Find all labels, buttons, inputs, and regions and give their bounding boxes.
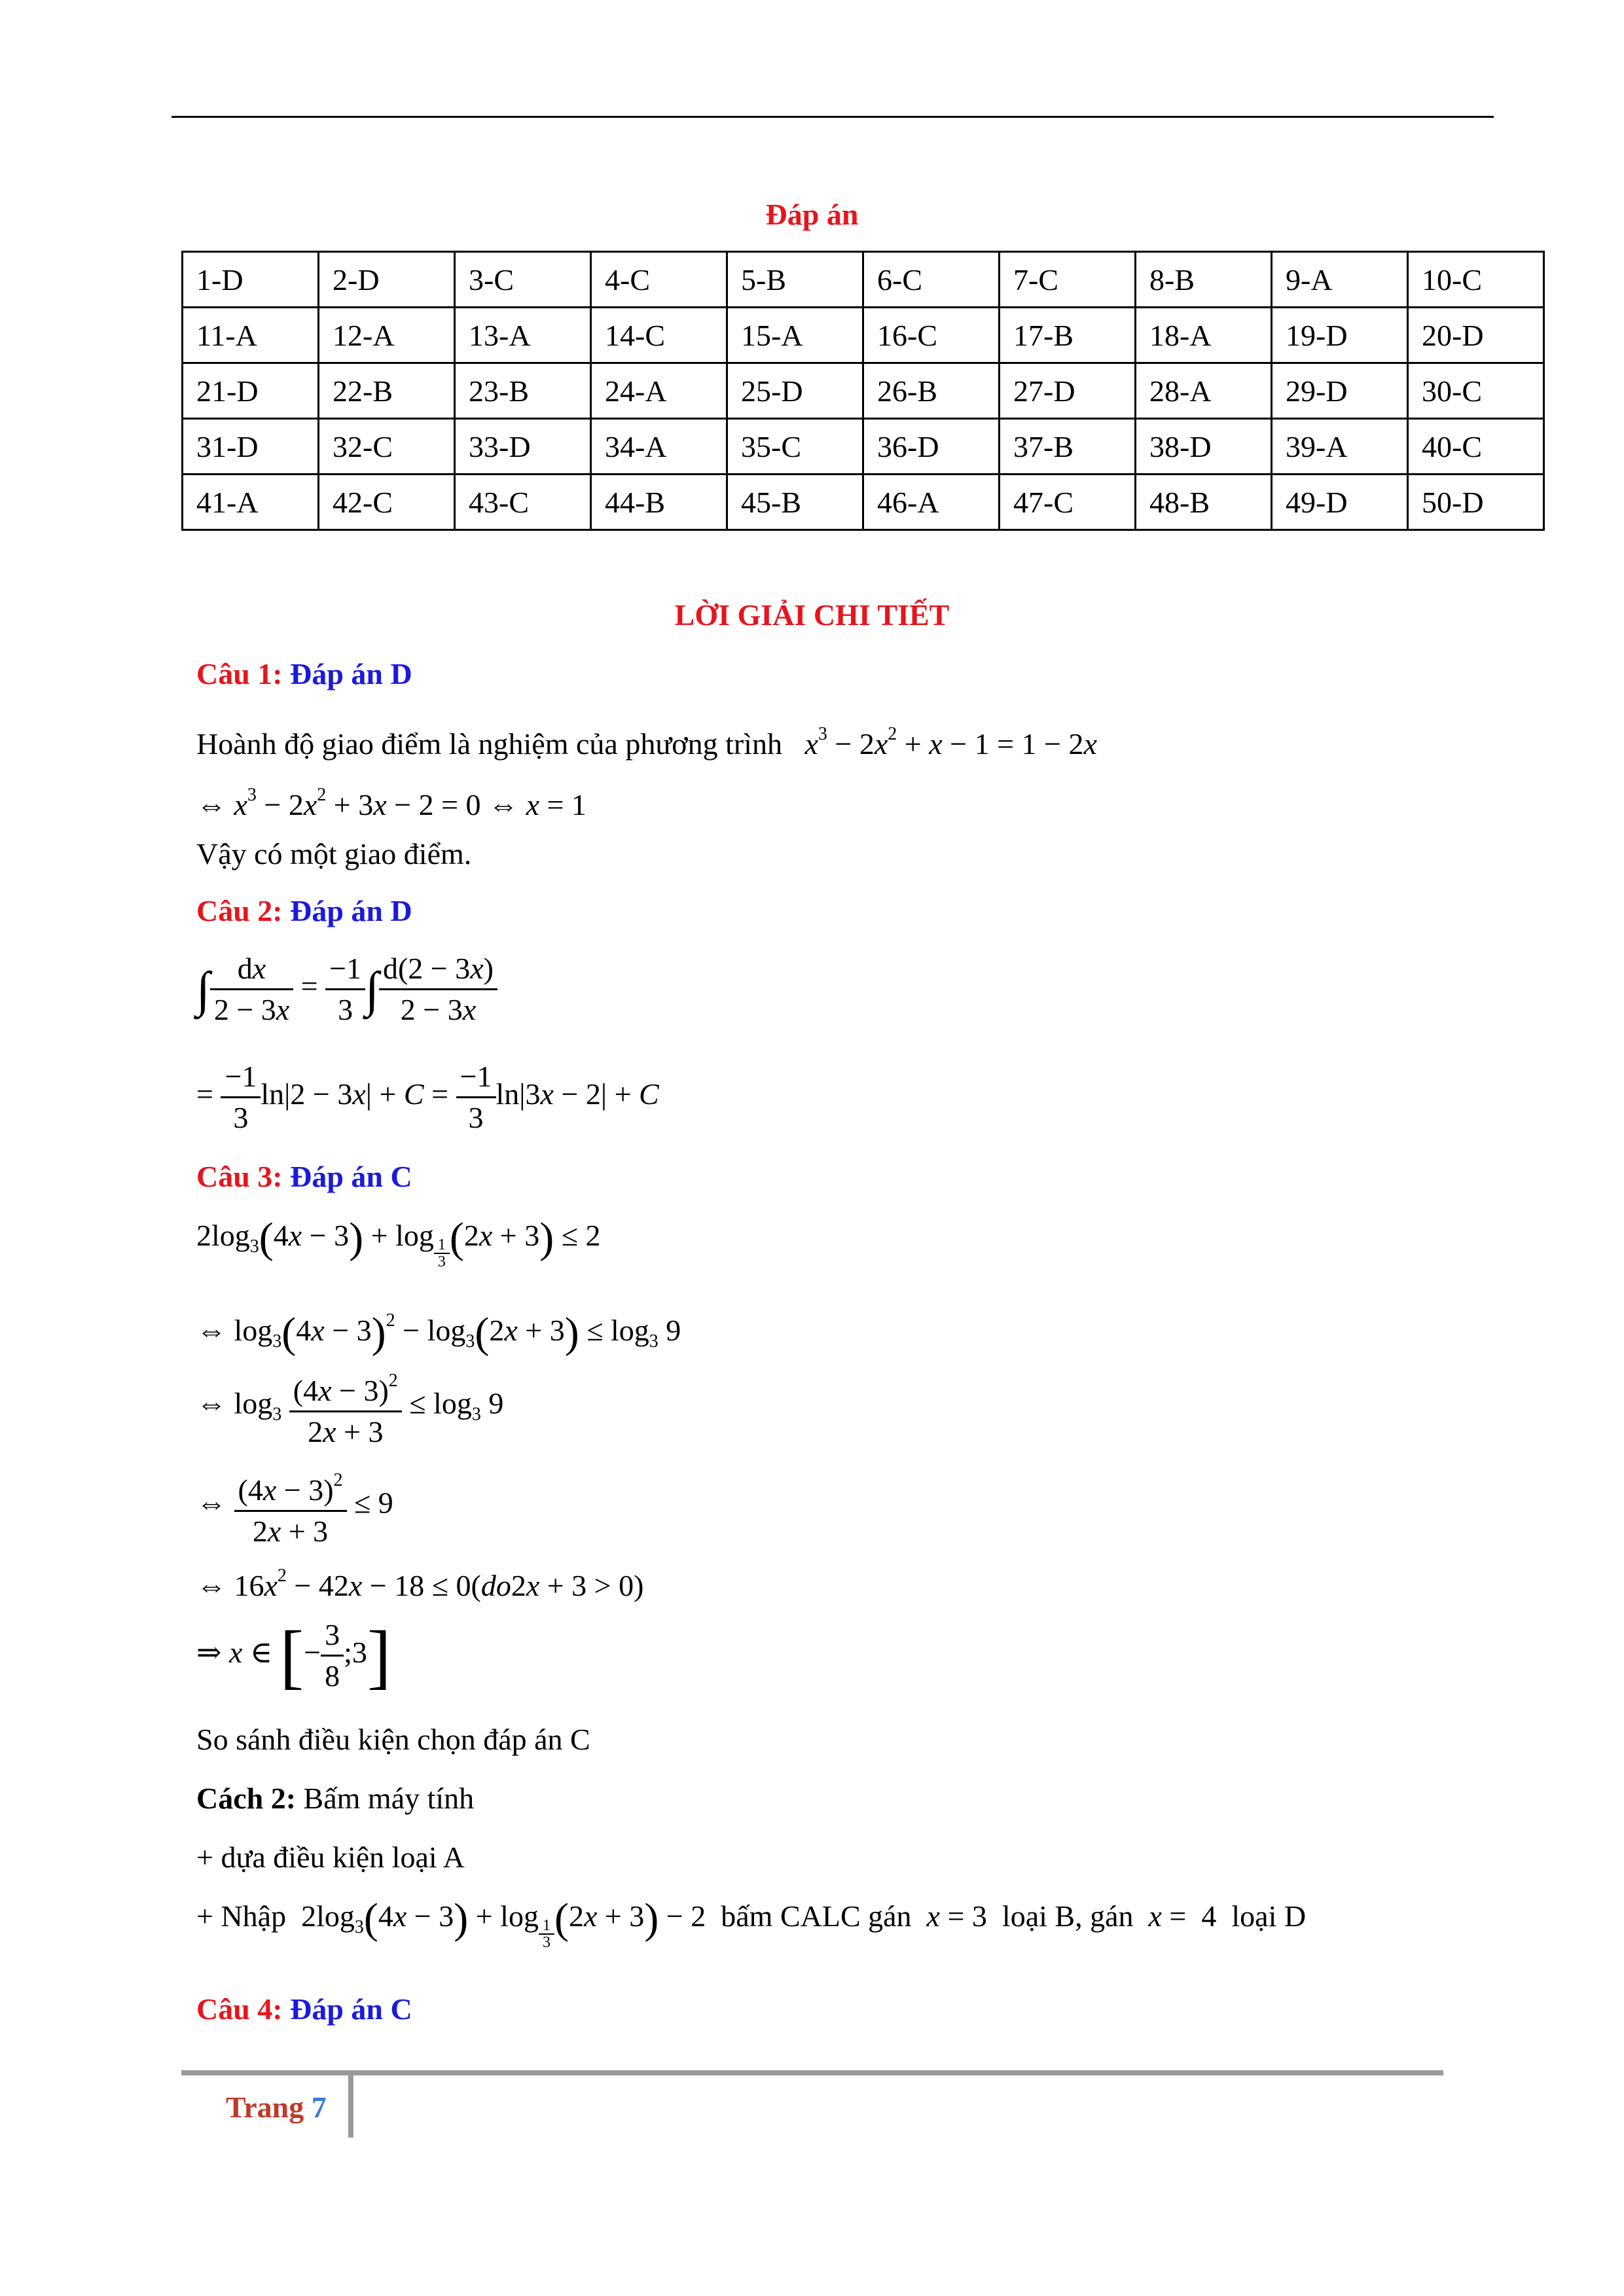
answer-cell: 43-C — [455, 475, 591, 530]
answer-cell: 17-B — [1000, 308, 1136, 363]
answer-table — [181, 251, 1545, 531]
answer-cell: 39-A — [1272, 419, 1408, 475]
answer-cell: 6-C — [863, 252, 1000, 308]
answer-table-wrapper — [181, 251, 1545, 531]
q3-compare: So sánh điều kiện chọn đáp án C — [196, 1723, 590, 1756]
answer-cell: 29-D — [1272, 363, 1408, 419]
answer-cell: 45-B — [727, 475, 863, 530]
header-rule — [171, 116, 1494, 118]
answer-cell: 50-D — [1408, 475, 1544, 530]
answer-row — [183, 475, 1544, 530]
q3-heading — [196, 1157, 412, 1196]
answer-cell: 41-A — [183, 475, 319, 530]
answer-row — [183, 363, 1544, 419]
answer-cell: 24-A — [591, 363, 727, 419]
answer-row — [183, 419, 1544, 475]
q1-heading — [196, 655, 412, 694]
q3-step2-calc: bấm CALC gán — [721, 1899, 912, 1933]
q1-line1-text: Hoành độ giao điểm là nghiệm của phương trình — [196, 727, 782, 761]
answer-cell: 36-D — [863, 419, 1000, 475]
answer-cell: 2-D — [319, 252, 455, 308]
q2-line1: ∫ $\frac{dx}{2 - 3x}$ = $\frac{-1}{3}$ ∫ $\frac{d(2 - 3x)}{2 - 3x}$ — [196, 949, 497, 1030]
q4-heading — [196, 1990, 412, 2029]
q3-answer: Đáp án C — [290, 1160, 412, 1193]
footer-page — [226, 2088, 327, 2127]
answer-cell: 10-C — [1408, 252, 1544, 308]
answer-cell: 34-A — [591, 419, 727, 475]
q3-step2-expr: $2\log_3(4x - 3) + \log$ $_{\frac{1}{3}}$ (2x + 3) − 2 — [293, 1895, 713, 1951]
q3-line4: ⇔ $\frac{(4x - 3)^2}{2x + 3}$ ≤ 9 — [196, 1461, 393, 1551]
q3-step2-prefix: + Nhập — [196, 1899, 287, 1933]
answer-cell: 19-D — [1272, 308, 1408, 363]
answer-cell: 12-A — [319, 308, 455, 363]
q1-answer: Đáp án D — [290, 657, 412, 691]
answer-cell: 28-A — [1136, 363, 1272, 419]
q2-line2: = $\frac{-1}{3}$ ln|2 − 3x| + C = $\frac{-1}{3}$ ln|3x − 2| + C — [196, 1057, 659, 1138]
answer-row — [183, 252, 1544, 308]
q3-label: Câu 3: — [196, 1160, 283, 1193]
answer-cell: 9-A — [1272, 252, 1408, 308]
q3-method2 — [196, 1779, 474, 1818]
q3-line2: ⇔ $\log_3(4x - 3)^2 - \log_3(2x + 3) \le \log_3 9$ — [196, 1309, 681, 1357]
q4-label: Câu 4: — [196, 1992, 283, 2026]
q2-answer: Đáp án D — [290, 894, 412, 927]
answer-cell: 48-B — [1136, 475, 1272, 530]
answer-cell: 44-B — [591, 475, 727, 530]
section-title: LỜI GIẢI CHI TIẾT — [674, 598, 950, 632]
answer-cell: 37-B — [1000, 419, 1136, 475]
q1-equation: $x^3 - 2x^2 + x - 1 = 1 - 2x$ — [804, 724, 1097, 761]
q3-step2-b: loại B, gán — [1001, 1899, 1134, 1933]
q2-label: Câu 2: — [196, 894, 283, 927]
q4-answer: Đáp án C — [290, 1992, 412, 2026]
q1-conclusion: Vậy có một giao điểm. — [196, 837, 472, 870]
q1-line2: ⇔ $x^3 - 2x^2 + 3x - 2 = 0$ ⇔ x = 1 — [196, 785, 586, 821]
answer-cell: 31-D — [183, 419, 319, 475]
answer-cell: 32-C — [319, 419, 455, 475]
q3-line5: ⇔ $16x^2 - 42x - 18 \le 0(do2x + 3 > 0)$ — [196, 1566, 644, 1602]
answer-cell: 8-B — [1136, 252, 1272, 308]
answer-cell: 1-D — [183, 252, 319, 308]
answer-cell: 22-B — [319, 363, 455, 419]
answer-cell: 25-D — [727, 363, 863, 419]
q3-step2-x3: x = 3 — [926, 1899, 995, 1933]
answer-cell: 5-B — [727, 252, 863, 308]
footer-page-number: 7 — [311, 2090, 327, 2124]
answer-row — [183, 308, 1544, 363]
footer-label: Trang — [226, 2090, 304, 2124]
answer-cell: 15-A — [727, 308, 863, 363]
answer-title: Đáp án — [765, 198, 859, 231]
answer-cell: 40-C — [1408, 419, 1544, 475]
answer-cell: 14-C — [591, 308, 727, 363]
q3-step1: + dựa điều kiện loại A — [196, 1840, 465, 1874]
answer-cell: 11-A — [183, 308, 319, 363]
q3-line3: ⇔ $\log_3$ $\frac{(4x - 3)^2}{2x + 3}$ ≤ $\log_3 9$ — [196, 1361, 503, 1452]
q3-step2-d: loại D — [1231, 1899, 1307, 1933]
answer-cell: 49-D — [1272, 475, 1408, 530]
q3-method2-label: Cách 2: — [196, 1782, 297, 1815]
answer-cell: 35-C — [727, 419, 863, 475]
answer-cell: 46-A — [863, 475, 1000, 530]
footer-divider — [348, 2075, 353, 2138]
answer-cell: 42-C — [319, 475, 455, 530]
q1-line1 — [196, 715, 1097, 764]
answer-cell: 13-A — [455, 308, 591, 363]
q2-heading — [196, 891, 412, 931]
answer-cell: 16-C — [863, 308, 1000, 363]
q1-label: Câu 1: — [196, 657, 283, 691]
answer-cell: 7-C — [1000, 252, 1136, 308]
answer-cell: 27-D — [1000, 363, 1136, 419]
answer-cell: 47-C — [1000, 475, 1136, 530]
answer-cell: 26-B — [863, 363, 1000, 419]
answer-cell: 33-D — [455, 419, 591, 475]
footer-rule — [181, 2070, 1443, 2075]
answer-cell: 30-C — [1408, 363, 1544, 419]
answer-cell: 21-D — [183, 363, 319, 419]
q3-line6: ⇒ x ∈ [− $\frac{3}{8}$ ;3] — [196, 1615, 391, 1696]
answer-cell: 4-C — [591, 252, 727, 308]
q3-step2-x4: x = 4 — [1148, 1899, 1224, 1933]
answer-cell: 23-B — [455, 363, 591, 419]
answer-cell: 20-D — [1408, 308, 1544, 363]
answer-cell: 3-C — [455, 252, 591, 308]
answer-cell: 18-A — [1136, 308, 1272, 363]
q3-line1: $2\log_3(4x - 3) + \log$ $_{\frac{1}{3}}$ (2x + 3) ≤ 2 — [196, 1214, 601, 1270]
q3-step2 — [196, 1897, 1306, 1950]
q3-method2-text: Bấm máy tính — [303, 1782, 475, 1815]
answer-cell: 38-D — [1136, 419, 1272, 475]
